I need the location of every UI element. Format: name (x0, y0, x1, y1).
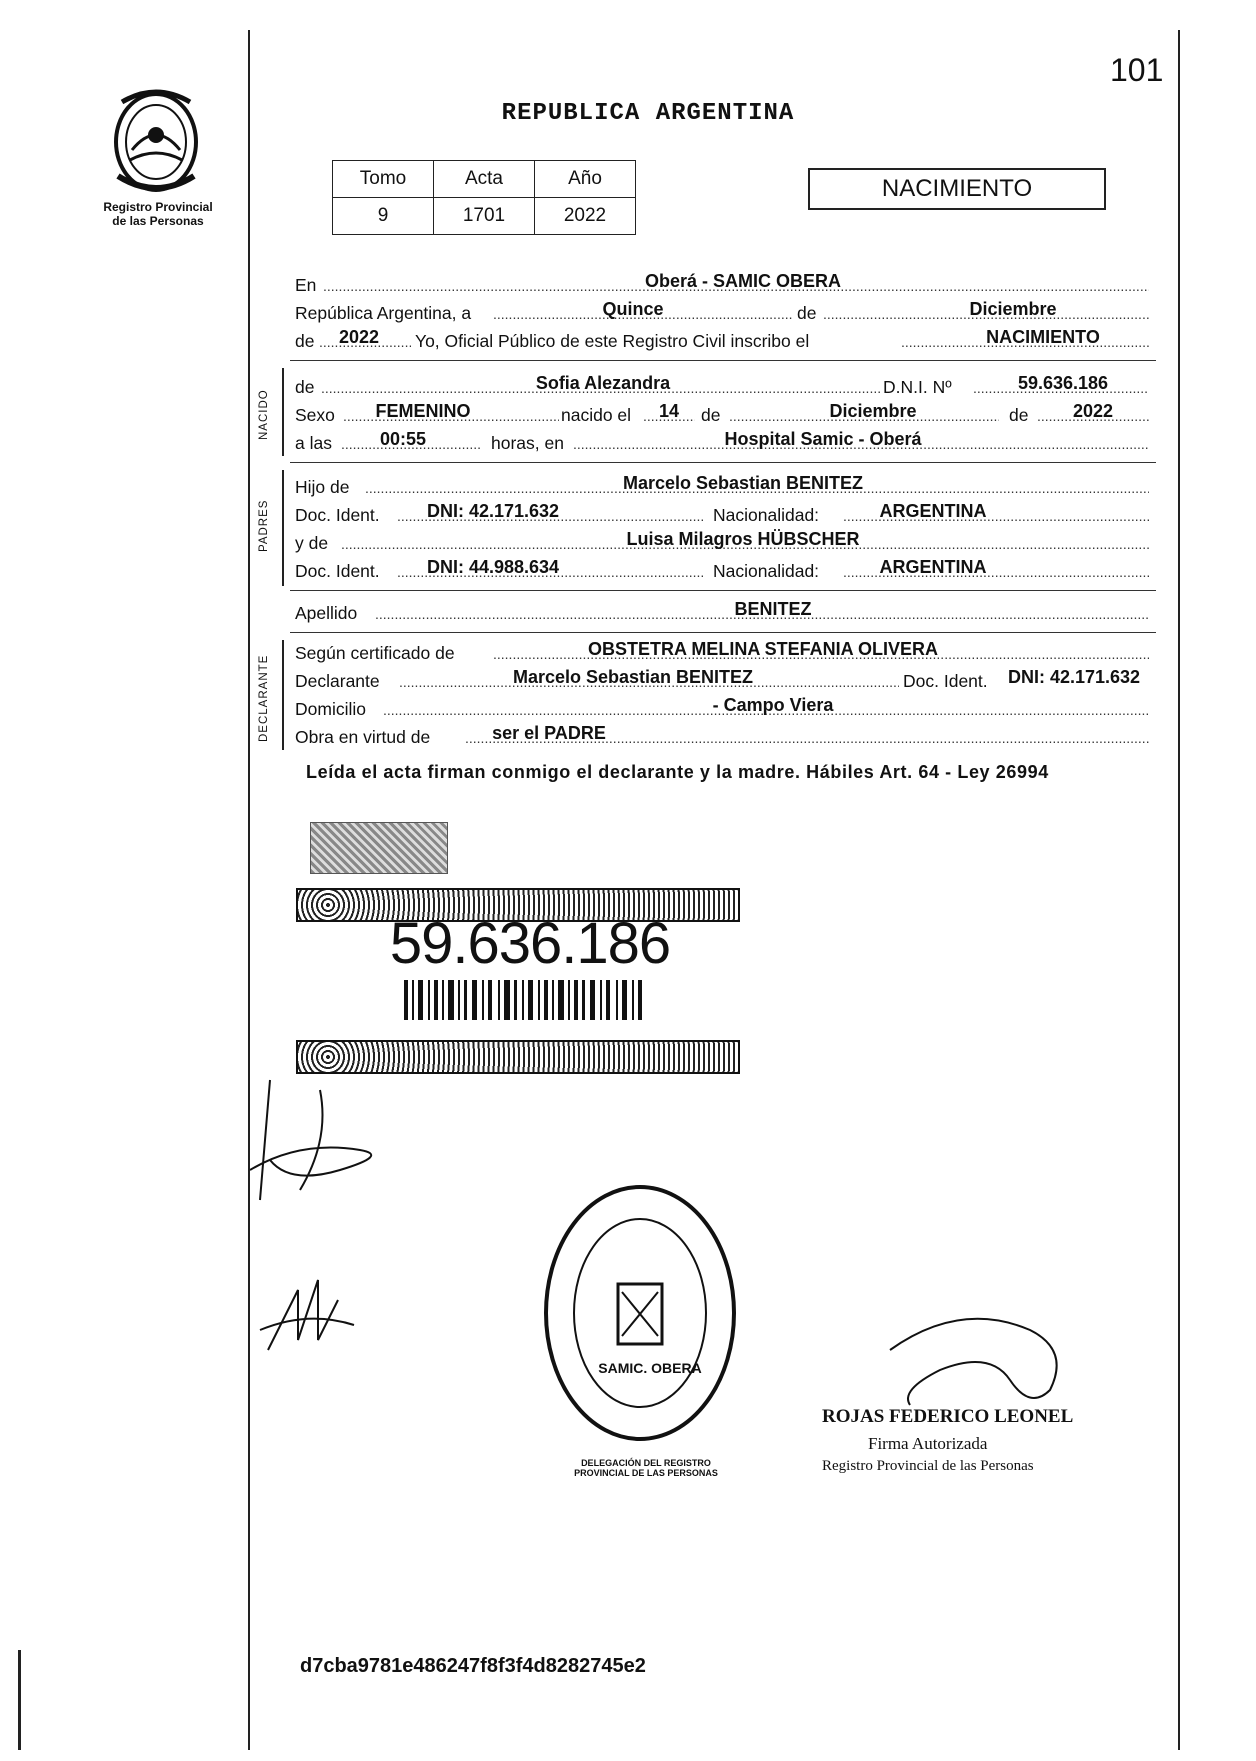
register-table (332, 160, 636, 235)
label-nacido-el: nacido el (561, 405, 632, 425)
stamp-city: SAMIC. OBERA (598, 1360, 702, 1376)
act-type-box: NACIMIENTO (808, 168, 1106, 210)
row-madre-doc (293, 558, 1153, 584)
value-hora: 00:55 (379, 429, 427, 449)
value-acta: 1701 (434, 198, 535, 235)
registry-label: Registro Provincial de las Personas (103, 200, 213, 228)
row-obra (293, 724, 1153, 750)
value-declarante: Marcelo Sebastian BENITEZ (512, 667, 754, 687)
value-padre-nac: ARGENTINA (879, 501, 987, 521)
row-sexo (293, 402, 1153, 428)
value-dia-nac: 14 (658, 401, 680, 421)
value-madre-nac: ARGENTINA (879, 557, 987, 577)
document-hash: d7cba9781e486247f8f3f4d8282745e2 (300, 1655, 646, 1677)
label-declarante: Declarante (295, 671, 380, 691)
value-padre-doc: DNI: 42.171.632 (426, 501, 560, 521)
value-sexo: FEMENINO (375, 401, 471, 421)
label-domicilio: Domicilio (295, 699, 366, 719)
row-certificado (293, 640, 1153, 666)
label-obra: Obra en virtud de (295, 727, 431, 747)
label-de-year: de (295, 331, 315, 351)
left-margin-line (248, 30, 250, 1750)
value-anio: 2022 (535, 198, 636, 235)
signatory-role: Firma Autorizada (868, 1434, 988, 1453)
label-nacionalidad2: Nacionalidad: (713, 561, 820, 581)
value-tomo: 9 (333, 198, 434, 235)
value-madre-doc: DNI: 44.988.634 (426, 557, 560, 577)
label-en: En (295, 275, 317, 295)
row-domicilio (293, 696, 1153, 722)
value-nombre: Sofia Alezandra (535, 373, 671, 393)
label-dni: D.N.I. Nº (883, 377, 952, 397)
row-yo (293, 328, 1153, 354)
label-hijo-de: Hijo de (295, 477, 350, 497)
header-tomo: Tomo (333, 161, 434, 198)
label-doc-ident: Doc. Ident. (295, 505, 380, 525)
corner-mark (18, 1650, 21, 1750)
value-acto: NACIMIENTO (986, 327, 1100, 347)
label-sexo: Sexo (295, 405, 335, 425)
signatory-name: ROJAS FEDERICO LEONEL (822, 1406, 1074, 1427)
label-de: de (797, 303, 817, 323)
mother-signature (258, 1270, 358, 1360)
official-signature (880, 1300, 1080, 1410)
value-certificado: OBSTETRA MELINA STEFANIA OLIVERA (587, 639, 938, 659)
row-hora (293, 430, 1153, 456)
closing-text: Leída el acta firman conmigo el declarante y la madre. Hábiles Art. 64 - Ley 26994 (306, 762, 1049, 782)
header-anio: Año (535, 161, 636, 198)
value-anio-nac: 2022 (1072, 401, 1114, 421)
signatory-org: Registro Provincial de las Personas (822, 1458, 1034, 1474)
value-domicilio: - Campo Viera (712, 695, 834, 715)
row-padre (293, 474, 1153, 500)
dni-sticker-number: 59.636.186 (389, 911, 671, 976)
label-yo: Yo, Oficial Público de este Registro Civil inscribo el (415, 331, 810, 351)
row-en (293, 272, 1153, 298)
value-dia: Quince (602, 299, 664, 319)
value-obra: ser el PADRE (492, 723, 606, 743)
value-anio: 2022 (338, 327, 380, 347)
value-lugar-nac: Hospital Samic - Oberá (724, 429, 922, 449)
value-declarante-doc: DNI: 42.171.632 (1007, 667, 1141, 687)
value-dni: 59.636.186 (1017, 373, 1109, 393)
value-lugar: Oberá - SAMIC OBERA (644, 271, 842, 291)
label-y-de: y de (295, 533, 329, 553)
official-stamp (540, 1180, 740, 1446)
value-padre: Marcelo Sebastian BENITEZ (622, 473, 864, 493)
barcode (404, 980, 644, 1020)
label-a-las: a las (295, 433, 332, 453)
label-republica: República Argentina, a (295, 303, 472, 323)
row-republica (293, 300, 1153, 326)
label-segun: Según certificado de (295, 643, 455, 663)
value-madre: Luisa Milagros HÜBSCHER (626, 529, 860, 549)
label-de2: de (701, 405, 721, 425)
row-madre (293, 530, 1153, 556)
right-margin-line (1178, 30, 1180, 1750)
label-horas-en: horas, en (491, 433, 564, 453)
header-acta: Acta (434, 161, 535, 198)
value-mes: Diciembre (969, 299, 1057, 319)
label-de3: de (1009, 405, 1029, 425)
page-title: REPUBLICA ARGENTINA (501, 100, 795, 127)
page-number: 101 (1110, 52, 1164, 88)
label-doc-ident2: Doc. Ident. (295, 561, 380, 581)
label-apellido: Apellido (295, 603, 358, 623)
declarant-signature (240, 1060, 420, 1210)
hologram-sticker (310, 822, 448, 874)
label-nacido-de: de (295, 377, 315, 397)
row-declarante (293, 668, 1153, 694)
label-nacionalidad: Nacionalidad: (713, 505, 820, 525)
row-padre-doc (293, 502, 1153, 528)
province-seal-logo (96, 80, 216, 200)
label-doc-ident3: Doc. Ident. (903, 671, 988, 691)
row-nombre (293, 374, 1153, 400)
value-apellido: BENITEZ (734, 599, 812, 619)
stamp-text: DELEGACIÓN DEL REGISTRO PROVINCIAL DE LAS PERSONAS (574, 1458, 718, 1478)
row-apellido (293, 600, 1153, 626)
value-mes-nac: Diciembre (829, 401, 917, 421)
